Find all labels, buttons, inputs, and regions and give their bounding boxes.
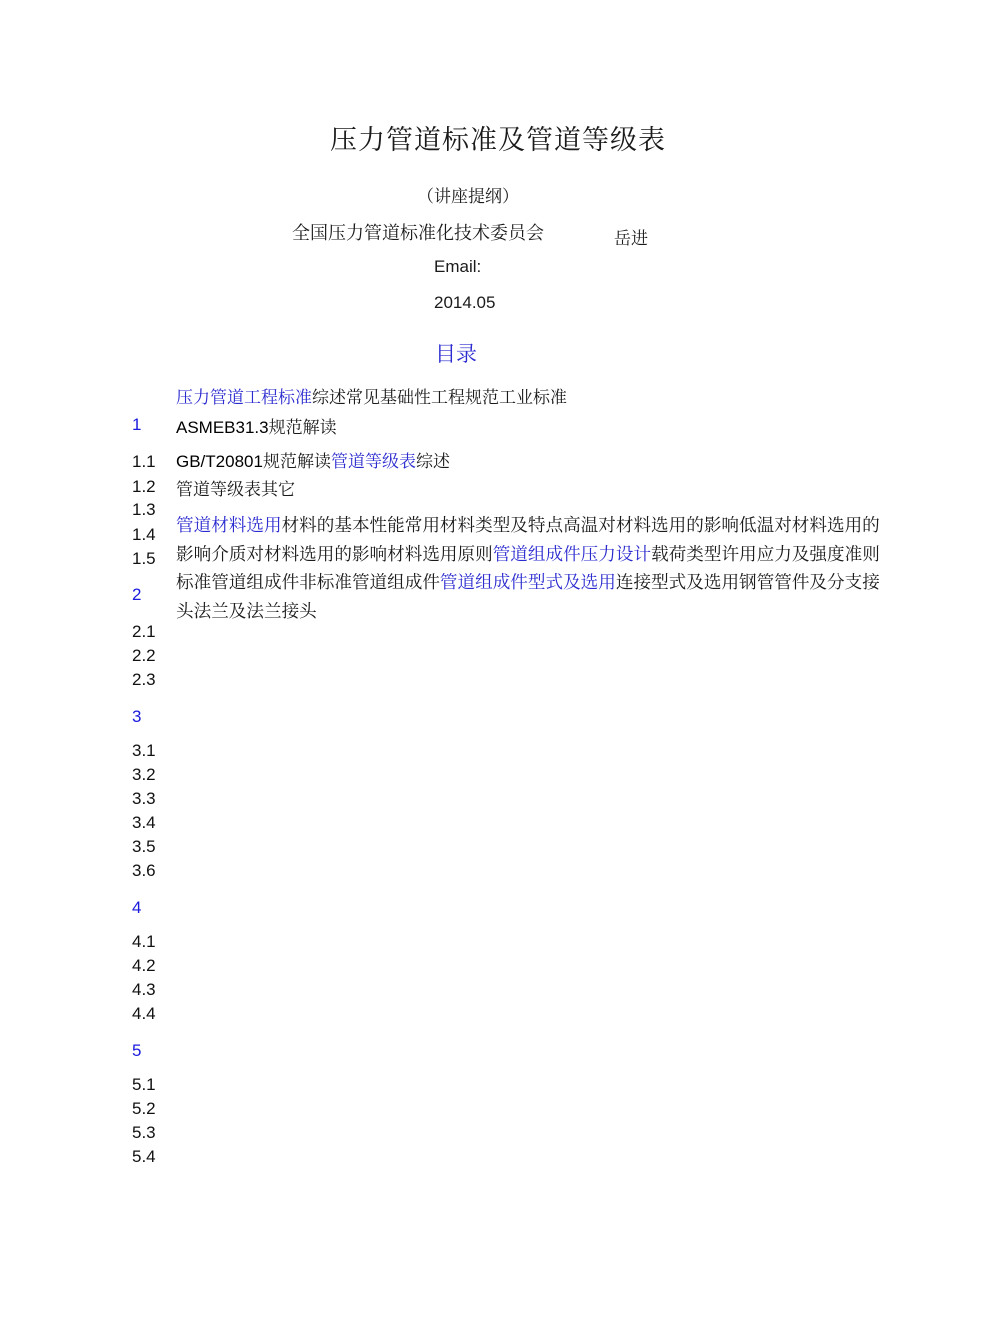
section-number: 5.4: [132, 1147, 156, 1166]
section-number: 4.4: [132, 1004, 156, 1023]
toc-line-1-text: 综述常见基础性工程规范工业标准: [312, 388, 567, 408]
section-number: 3.5: [132, 837, 156, 856]
section-number: 2.3: [132, 670, 156, 689]
section-number: 1: [132, 415, 142, 434]
committee-name: 全国压力管道标准化技术委员会: [292, 223, 544, 244]
toc-link-material-selection[interactable]: 管道材料选用: [176, 516, 282, 536]
section-number: 5.1: [132, 1075, 156, 1094]
section-number: 1.4: [132, 525, 156, 544]
toc-paragraph: [176, 512, 888, 626]
toc-paragraph-text-3: 连接型式及选用钢管管件及分支接头法兰及法兰接头: [176, 573, 880, 622]
section-number: 4.3: [132, 980, 156, 999]
section-number: 4.2: [132, 956, 156, 975]
section-number: 3.1: [132, 741, 156, 760]
toc-line-3-suffix: 综述: [415, 452, 450, 472]
toc-paragraph-text-1: 材料的基本性能常用材料类型及特点高温对材料选用的影响低温对材料选用的影响介质对材料选用的影响材料选用原则: [176, 516, 880, 565]
email-label: Email:: [434, 257, 482, 276]
section-number: 3.2: [132, 765, 156, 784]
section-number: 2.2: [132, 646, 156, 665]
section-number: 5.2: [132, 1099, 156, 1118]
section-number: 5.3: [132, 1123, 156, 1142]
document-title: 压力管道标准及管道等级表: [330, 125, 666, 156]
toc-paragraph-text-2: 载荷类型许用应力及强度准则标准管道组成件非标准管道组成件: [176, 544, 880, 593]
toc-code-gbt: GB/T20801: [176, 452, 263, 471]
toc-line-2: [176, 418, 337, 438]
section-number: 3.3: [132, 789, 156, 808]
toc-line-3: [176, 452, 450, 472]
document-date: 2014.05: [434, 293, 496, 312]
toc-line-1: [176, 388, 567, 408]
section-number: 5: [132, 1041, 142, 1060]
section-number: 2: [132, 585, 142, 604]
toc-link-pressure-design[interactable]: 管道组成件压力设计: [492, 544, 652, 565]
section-number: 4.1: [132, 932, 156, 951]
section-number: 3.4: [132, 813, 156, 832]
toc-link-pressure-piping-standards[interactable]: 压力管道工程标准: [176, 388, 312, 408]
section-number: 3: [132, 707, 142, 726]
section-number: 4: [132, 898, 142, 917]
toc-heading[interactable]: 目录: [435, 342, 477, 366]
section-number: 1.5: [132, 549, 156, 568]
section-number: 1.1: [132, 452, 156, 471]
section-number: 2.1: [132, 622, 156, 641]
toc-line-4: [176, 480, 295, 500]
toc-link-component-types[interactable]: 管道组成件型式及选用: [439, 573, 616, 593]
toc-line-2-text: 规范解读: [268, 418, 337, 438]
document-subtitle: （讲座提纲）: [417, 187, 519, 207]
section-number: 1.3: [132, 500, 156, 519]
toc-code-asme: ASMEB31.3: [176, 418, 269, 437]
section-number: 3.6: [132, 861, 156, 880]
section-number: 1.2: [132, 477, 156, 496]
toc-link-piping-class[interactable]: 管道等级表: [330, 452, 416, 472]
lecturer-name: 岳进: [614, 229, 648, 249]
toc-line-3-text: 规范解读: [262, 452, 331, 472]
toc-line-4-text: 管道等级表其它: [176, 480, 295, 500]
